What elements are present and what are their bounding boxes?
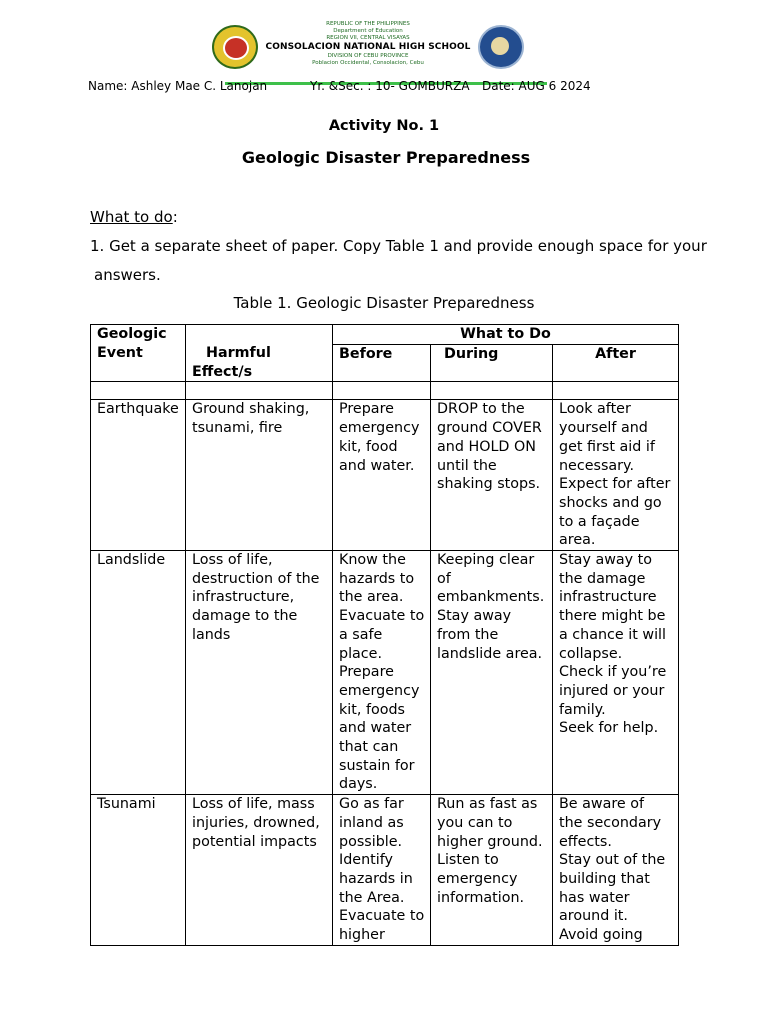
header-text: Harmful [206,345,271,361]
cell-text-line: shocks and go [559,494,662,511]
instruction-line-1: 1. Get a separate sheet of paper. Copy Table 1 and provide enough space for your [90,237,707,255]
cell-text-line: Stay out of the [559,852,666,869]
cell-text-line: collapse. [559,645,623,662]
header-geologic-event [91,325,186,382]
cell-text-line: Ground shaking, [192,401,310,418]
student-section: Yr. &Sec. : 10- GOMBURZA [310,79,470,93]
cell-text-line: a safe [339,626,383,643]
table-row-tsunami [91,795,679,946]
header-line-deped: Department of Education [333,28,403,34]
cell-text-line: Stay away to [559,552,653,569]
subject-title: Geologic Disaster Preparedness [241,148,531,167]
header-line-address: Poblacion Occidental, Consolacion, Cebu [312,60,424,66]
cell-text-line: higher [339,927,385,944]
cell-text-line: Expect for after [559,476,671,493]
after-cell [553,551,679,795]
header-line-republic: REPUBLIC OF THE PHILIPPINES [326,21,410,27]
cell-text-line: the area. [339,589,404,606]
cell-text-line: Prepare [339,664,394,681]
cell-text-line: landslide area. [437,645,543,662]
cell-text-line: necessary. [559,457,635,474]
header-text: Geologic [97,326,167,342]
table-caption: Table 1. Geologic Disaster Preparedness [233,294,535,312]
cell-text-line: Run as fast as [437,796,538,813]
cell-text-line: that can [339,739,399,756]
cell-text-line: get first aid if [559,438,655,455]
cell-text-line: higher ground. [437,833,543,850]
cell-text-line: Loss of life, mass [192,796,315,813]
cell-text-line: Avoid going [559,927,643,944]
effects-cell [186,400,333,551]
division-seal-logo [478,25,524,69]
cell-text-line: Prepare [339,401,394,418]
cell-text-line: inland as [339,814,404,831]
empty-cell [553,382,679,400]
school-seal-logo [212,25,258,69]
school-name: CONSOLACION NATIONAL HIGH SCHOOL [265,42,471,52]
cell-text-line: lands [192,626,231,643]
event-cell [91,400,186,551]
cell-text-line: the secondary [559,814,662,831]
instruction-line-2: answers. [94,266,161,284]
header-what-to-do: What to Do [333,325,679,345]
cell-text-line: days. [339,776,378,793]
preparedness-table [90,324,679,946]
cell-text-line: ground COVER [437,420,542,437]
table-row-earthquake [91,400,679,551]
cell-text-line: place. [339,645,383,662]
cell-text-line: to a façade [559,513,640,530]
empty-cell [333,382,431,400]
cell-text-line: from the [437,626,499,643]
before-cell [333,551,431,795]
cell-text-line: Identify [339,852,393,869]
what-to-do-label: What to do [90,208,173,226]
student-name: Name: Ashley Mae C. Lanojan [88,79,268,93]
empty-cell [186,382,333,400]
after-cell [553,795,679,946]
cell-text-line: Know the [339,552,406,569]
cell-text-line: embankments. [437,589,545,606]
empty-cell [431,382,553,400]
during-cell [431,795,553,946]
cell-text-line: and HOLD ON [437,438,536,455]
cell-text-line: Check if you’re [559,664,667,681]
cell-text-line: and water. [339,457,415,474]
cell-text-line: infrastructure [559,589,657,606]
cell-text-line: Listen to [437,852,499,869]
header-line-region: REGION VII, CENTRAL VISAYAS [326,35,410,41]
header-before: Before [333,344,431,381]
cell-text-line: Tsunami [97,796,156,813]
letterhead-text [262,22,474,68]
cell-text-line: hazards in [339,870,413,887]
during-cell [431,400,553,551]
cell-text-line: kit, food [339,438,398,455]
cell-text-line: Evacuate to [339,908,425,925]
cell-text-line: hazards to [339,570,415,587]
cell-text-line: has water [559,889,630,906]
cell-text-line: Earthquake [97,401,179,418]
cell-text-line: kit, foods [339,701,405,718]
what-to-do-colon: : [172,208,178,226]
table-row-landslide [91,551,679,795]
cell-text-line: yourself and [559,420,648,437]
header-text: Effect/s [192,363,253,380]
activity-date: Date: AUG 6 2024 [482,79,591,93]
cell-text-line: there might be [559,608,666,625]
cell-text-line: Keeping clear [437,552,535,569]
cell-text-line: injured or your [559,682,665,699]
event-cell [91,795,186,946]
cell-text-line: a chance it will [559,626,666,643]
cell-text-line: destruction of the [192,570,320,587]
cell-text-line: Go as far [339,796,404,813]
cell-text-line: you can to [437,814,513,831]
cell-text-line: emergency [339,682,420,699]
cell-text-line: building that [559,870,650,887]
cell-text-line: area. [559,532,596,549]
event-cell [91,551,186,795]
cell-text-line: damage to the [192,608,298,625]
header-line-division: DIVISION OF CEBU PROVINCE [327,53,409,59]
header-during: During [431,344,553,381]
effects-cell [186,795,333,946]
cell-text-line: the damage [559,570,646,587]
empty-cell [91,382,186,400]
cell-text-line: injuries, drowned, [192,814,320,831]
cell-text-line: infrastructure, [192,589,295,606]
cell-text-line: Stay away [437,608,512,625]
cell-text-line: and water [339,720,412,737]
cell-text-line: of [437,570,451,587]
after-cell [553,400,679,551]
cell-text-line: Seek for help. [559,720,659,737]
cell-text-line: Landslide [97,552,166,569]
activity-title: Activity No. 1 [328,118,440,134]
cell-text-line: information. [437,889,525,906]
cell-text-line: Be aware of [559,796,645,813]
cell-text-line: DROP to the [437,401,525,418]
cell-text-line: the Area. [339,889,405,906]
cell-text-line: around it. [559,908,628,925]
cell-text-line: emergency [339,420,420,437]
cell-text-line: sustain for [339,757,415,774]
cell-text-line: until the [437,457,497,474]
cell-text-line: emergency [437,870,518,887]
before-cell [333,795,431,946]
header-after: After [553,344,679,381]
letterhead [0,22,768,64]
cell-text-line: potential impacts [192,833,317,850]
cell-text-line: Loss of life, [192,552,273,569]
cell-text-line: Evacuate to [339,608,425,625]
cell-text-line: possible. [339,833,403,850]
during-cell [431,551,553,795]
cell-text-line: Look after [559,401,631,418]
cell-text-line: family. [559,701,606,718]
what-to-do-heading [90,208,178,226]
header-harmful-effects [186,325,333,382]
cell-text-line: effects. [559,833,612,850]
cell-text-line: shaking stops. [437,476,541,493]
header-text: Event [97,344,143,361]
effects-cell [186,551,333,795]
before-cell [333,400,431,551]
cell-text-line: tsunami, fire [192,420,283,437]
